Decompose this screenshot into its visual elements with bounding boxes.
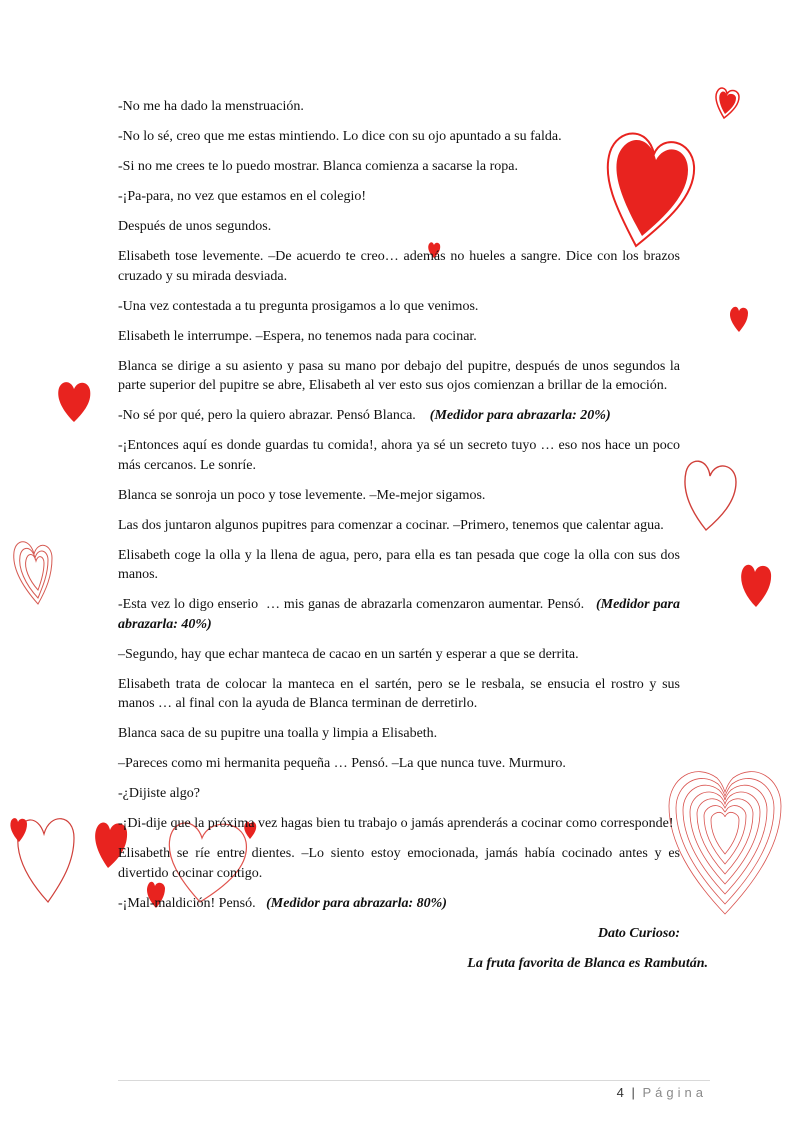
paragraph: -¡Di-dije que la próxima vez hagas bien tu trabajo o jamás aprenderás a cocinar como corresponde! (118, 816, 674, 831)
heart-icon (665, 758, 785, 918)
page-footer (617, 1085, 707, 1100)
footer-separator: | (631, 1085, 635, 1100)
paragraph: Elisabeth tose levemente. –De acuerdo te creo… además no hueles a sangre. Dice con los brazos cruzado y su mirada desviada. (118, 249, 680, 284)
paragraph: -No me ha dado la menstruación. (118, 99, 304, 114)
hug-meter: (Medidor para abrazarla: 80%) (266, 895, 447, 911)
paragraph: Elisabeth le interrumpe. –Espera, no tenemos nada para cocinar. (118, 328, 477, 344)
heart-icon (727, 302, 751, 334)
paragraph: -Una vez contestada a tu pregunta prosigamos a lo que venimos. (118, 298, 479, 314)
paragraph: Las dos juntaron algunos pupitres para comenzar a cocinar. –Primero, tenemos que calentar agua. (118, 517, 664, 533)
paragraph: –Segundo, hay que echar manteca de cacao en un sartén y esperar a que se derrita. (118, 646, 579, 662)
paragraph: Elisabeth se ríe entre dientes. –Lo siento estoy emocionada, jamás había cocinado antes y es divertido cocinar contigo. (118, 846, 680, 881)
paragraph: -¡Mal-maldición! Pensó. (Medidor para abrazarla: 80%) (118, 895, 447, 911)
paragraph: –Pareces como mi hermanita pequeña … Pensó. –La que nunca tuve. Murmuro. (118, 756, 566, 771)
fun-fact-title: Dato Curioso: (597, 925, 680, 941)
paragraph: -No lo sé, creo que me estas mintiendo. Lo dice con su ojo apuntado a su falda. (118, 129, 562, 144)
heart-icon (8, 814, 30, 844)
paragraph: -No sé por qué, pero la quiero abrazar. Pensó Blanca. (Medidor para abrazarla: 20%) (118, 408, 611, 423)
document-body (118, 97, 708, 984)
paragraph: Blanca se sonroja un poco y tose levemente. –Me-mejor sigamos. (118, 487, 486, 503)
paragraph: Blanca saca de su pupitre una toalla y limpia a Elisabeth. (118, 726, 438, 741)
page-label: Página (642, 1085, 707, 1100)
footer-divider (118, 1080, 710, 1081)
hug-meter: (Medidor para abrazarla: 40%) (118, 597, 680, 632)
heart-icon (54, 374, 94, 424)
heart-icon (738, 557, 774, 609)
paragraph: -¡Pa-para, no vez que estamos en el colegio! (118, 189, 367, 204)
paragraph: -Si no me crees te lo puedo mostrar. Blanca comienza a sacarse la ropa. (118, 159, 519, 174)
paragraph: -¿Dijiste algo? (118, 786, 201, 801)
heart-icon (714, 84, 742, 120)
paragraph: Elisabeth trata de colocar la manteca en el sartén, pero se le resbala, se ensucia el rostro y sus manos … al final con la ayuda de Blanca terminan de derretirlo. (118, 676, 680, 711)
paragraph: -Esta vez lo digo enserio … mis ganas de abrazarla comenzaron aumentar. Pensó. (Medidor para abrazarla: 40%) (118, 597, 680, 632)
fun-fact-text: La fruta favorita de Blanca es Rambután. (467, 955, 708, 971)
paragraph: Después de unos segundos. (118, 219, 272, 234)
heart-icon (8, 528, 56, 606)
page-number: 4 (616, 1085, 624, 1100)
paragraph: Blanca se dirige a su asiento y pasa su mano por debajo del pupitre, después de unos segundos la parte superior del pupitre se abre, Elisabeth al ver esto sus ojos comienzan a brillar de la emoción. (118, 358, 680, 393)
paragraph: Elisabeth coge la olla y la llena de agua, pero, para ella es tan pesada que coge la olla con sus dos manos. (118, 547, 680, 582)
paragraph: -¡Entonces aquí es donde guardas tu comida!, ahora ya sé un secreto tuyo … eso nos hace un poco más cercanos. Le sonríe. (118, 438, 680, 473)
heart-icon (680, 450, 740, 532)
hug-meter: (Medidor para abrazarla: 20%) (429, 408, 611, 423)
